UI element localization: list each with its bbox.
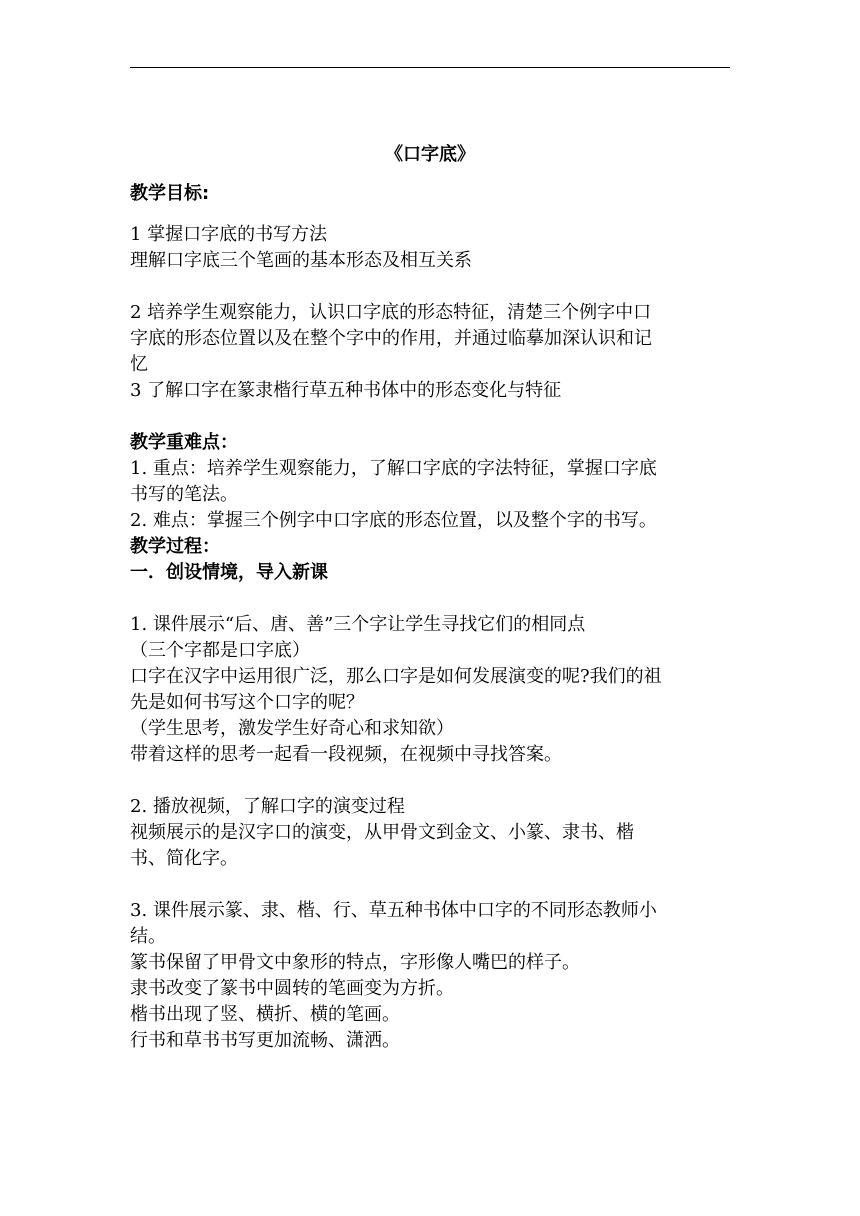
step-1-line-5: （学生思考，激发学生好奇心和求知欲）: [130, 718, 454, 739]
step-1-line-6: 带着这样的思考一起看一段视频，在视频中寻找答案。: [130, 744, 562, 765]
step-3-line-3: 篆书保留了甲骨文中象形的特点，字形像人嘴巴的样子。: [130, 952, 580, 973]
step-2-line-1: 2. 播放视频，了解口字的演变过程: [130, 796, 405, 817]
step-1-line-3: 口字在汉字中运用很广泛，那么口字是如何发展演变的呢?我们的祖: [130, 666, 662, 687]
objectives-heading: 教学目标:: [130, 183, 210, 204]
step-3-line-5: 楷书出现了竖、横折、横的笔画。: [130, 1004, 400, 1025]
step-3-line-4: 隶书改变了篆书中圆转的笔画变为方折。: [130, 978, 454, 999]
step-2-line-3: 书、简化字。: [130, 848, 238, 869]
process-heading: 教学过程：: [130, 536, 220, 557]
step-2-line-2: 视频展示的是汉字口的演变，从甲骨文到金文、小篆、隶书、楷: [130, 822, 634, 843]
section-1-heading: 一．创设情境，导入新课: [130, 562, 328, 583]
objective-2-line-2: 字底的形态位置以及在整个字中的作用，并通过临摹加深认识和记: [130, 328, 652, 349]
key-point-2-line-1: 2. 难点：掌握三个例字中口字底的形态位置，以及整个字的书写。: [130, 510, 657, 531]
objective-1-line-2: 理解口字底三个笔画的基本形态及相互关系: [130, 250, 472, 271]
objective-1-line-1: 1 掌握口字底的书写方法: [130, 224, 328, 245]
step-3-line-2: 结。: [130, 926, 166, 947]
step-3-line-6: 行书和草书书写更加流畅、潇洒。: [130, 1030, 400, 1051]
step-1-line-4: 先是如何书写这个口字的呢？: [130, 692, 364, 713]
objective-2-line-3: 忆: [130, 354, 148, 375]
key-point-1-line-2: 书写的笔法。: [130, 484, 238, 505]
step-3-line-1: 3. 课件展示篆、隶、楷、行、草五种书体中口字的不同形态教师小: [130, 900, 657, 921]
step-1-line-2: （三个字都是口字底）: [130, 640, 310, 661]
key-point-1-line-1: 1. 重点：培养学生观察能力，了解口字底的字法特征，掌握口字底: [130, 458, 657, 479]
objective-2-line-1: 2 培养学生观察能力，认识口字底的形态特征，清楚三个例字中口: [130, 302, 652, 323]
objective-3-line-1: 3 了解口字在篆隶楷行草五种书体中的形态变化与特征: [130, 380, 562, 401]
header-rule: [130, 67, 730, 68]
document-title: 《口字底》: [385, 144, 475, 165]
key-points-heading: 教学重难点：: [130, 432, 238, 453]
step-1-line-1: 1. 课件展示“后、唐、善”三个字让学生寻找它们的相同点: [130, 614, 586, 635]
